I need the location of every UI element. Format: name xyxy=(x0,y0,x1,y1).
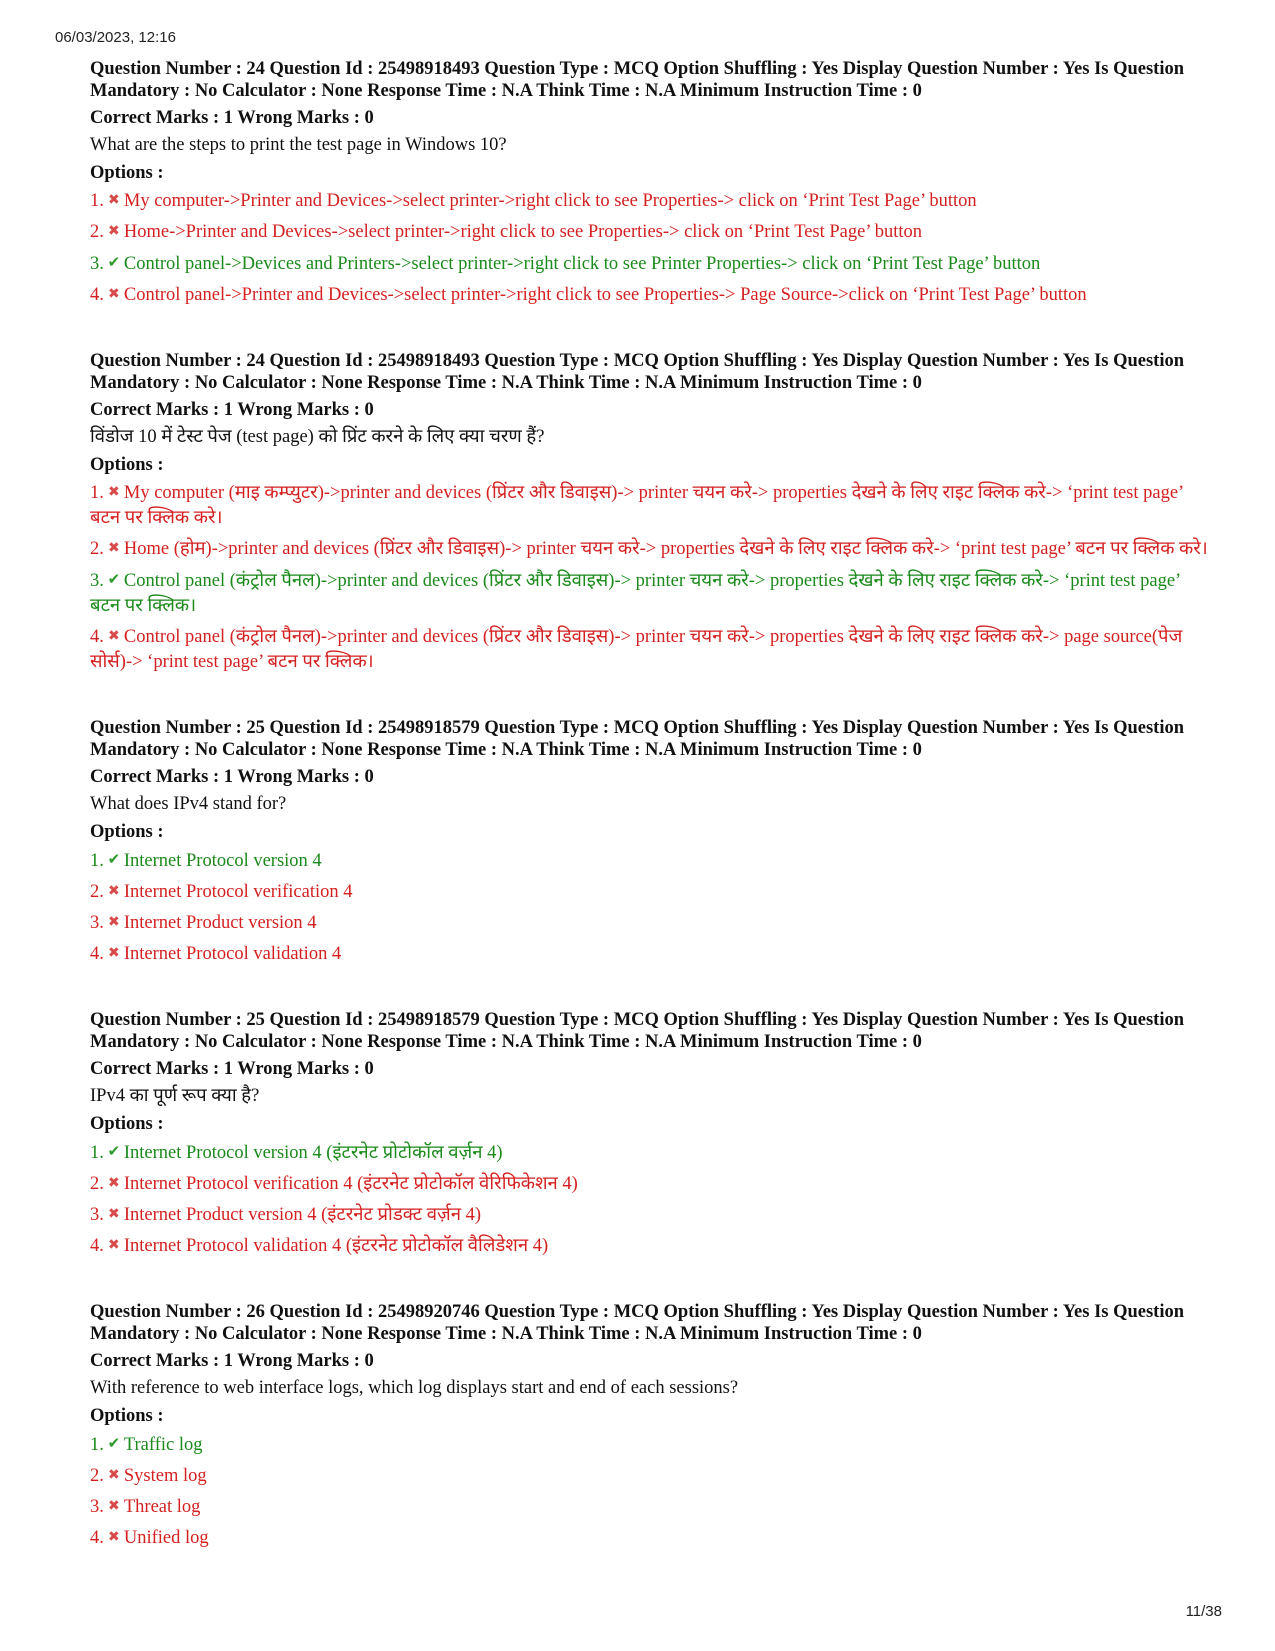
option-text: Internet Protocol version 4 (इंटरनेट प्रोटोकॉल वर्ज़न 4) xyxy=(123,1143,503,1163)
option-wrong xyxy=(90,910,1210,936)
options-label: Options : xyxy=(90,822,164,842)
option-text: System log xyxy=(123,1466,207,1486)
option-wrong xyxy=(90,1202,1210,1228)
cross-icon: ✖ xyxy=(108,883,120,899)
options-label: Options : xyxy=(90,1114,164,1134)
option-number: 2. xyxy=(90,1174,104,1194)
option-number: 1. xyxy=(90,191,104,211)
option-wrong xyxy=(90,624,1210,675)
option-number: 1. xyxy=(90,1435,104,1455)
option-number: 4. xyxy=(90,944,104,964)
cross-icon: ✖ xyxy=(108,484,120,500)
cross-icon: ✖ xyxy=(108,1237,120,1253)
cross-icon: ✖ xyxy=(108,1175,120,1191)
option-text: Internet Product version 4 xyxy=(123,913,317,933)
checkmark-icon: ✔ xyxy=(107,570,121,588)
option-number: 2. xyxy=(90,222,104,242)
print-timestamp: 06/03/2023, 12:16 xyxy=(55,29,176,46)
option-wrong xyxy=(90,536,1210,562)
checkmark-icon: ✔ xyxy=(107,1434,121,1452)
option-correct xyxy=(90,1139,1210,1166)
option-text: Traffic log xyxy=(123,1435,203,1455)
option-number: 2. xyxy=(90,882,104,902)
cross-icon: ✖ xyxy=(108,628,120,644)
option-number: 4. xyxy=(90,627,104,647)
question-marks: Correct Marks : 1 Wrong Marks : 0 xyxy=(90,1059,374,1079)
option-number: 3. xyxy=(90,1497,104,1517)
option-text: Internet Product version 4 (इंटरनेट प्रोडक्ट वर्ज़न 4) xyxy=(123,1205,482,1225)
option-text: Internet Protocol verification 4 xyxy=(123,882,353,902)
option-text: Internet Protocol validation 4 (इंटरनेट प्रोटोकॉल वैलिडेशन 4) xyxy=(123,1236,549,1256)
option-text: Internet Protocol validation 4 xyxy=(123,944,342,964)
option-text: Control panel (कंट्रोल पैनल)->printer and devices (प्रिंटर और डिवाइस)-> printer चयन करे-> properties देखने के लिए राइट क्लिक करे-> page source(पेज सोर्स)-> ‘print test page’ बटन पर क्लिक। xyxy=(90,627,1183,672)
cross-icon: ✖ xyxy=(108,1498,120,1514)
option-number: 2. xyxy=(90,539,104,559)
option-number: 4. xyxy=(90,285,104,305)
options-label: Options : xyxy=(90,1406,164,1426)
checkmark-icon: ✔ xyxy=(107,850,121,868)
question-text: With reference to web interface logs, which log displays start and end of each sessions? xyxy=(90,1378,739,1398)
option-number: 3. xyxy=(90,571,104,591)
question-text: विंडोज 10 में टेस्ट पेज (test page) को प्रिंट करने के लिए क्या चरण हैं? xyxy=(90,427,545,447)
option-wrong xyxy=(90,941,1210,967)
option-number: 1. xyxy=(90,1143,104,1163)
question-list xyxy=(90,58,1210,1593)
checkmark-icon: ✔ xyxy=(107,1142,121,1160)
cross-icon: ✖ xyxy=(108,223,120,239)
option-number: 4. xyxy=(90,1236,104,1256)
option-text: Home->Printer and Devices->select printer->right click to see Properties-> click on ‘Print Test Page’ button xyxy=(123,222,923,242)
option-wrong xyxy=(90,1171,1210,1197)
option-correct xyxy=(90,250,1210,277)
option-text: Control panel->Devices and Printers->select printer->right click to see Printer Properties-> click on ‘Print Test Page’ button xyxy=(123,254,1041,274)
cross-icon: ✖ xyxy=(108,914,120,930)
cross-icon: ✖ xyxy=(108,1529,120,1545)
option-wrong xyxy=(90,282,1210,308)
question-marks: Correct Marks : 1 Wrong Marks : 0 xyxy=(90,108,374,128)
question-text: IPv4 का पूर्ण रूप क्या है? xyxy=(90,1086,260,1106)
question-text: What does IPv4 stand for? xyxy=(90,794,287,814)
cross-icon: ✖ xyxy=(108,286,120,302)
option-text: Threat log xyxy=(123,1497,201,1517)
question-meta: Question Number : 24 Question Id : 25498918493 Question Type : MCQ Option Shuffling : Yes Display Question Number : Yes Is Question Mandatory : No Calculator : None Response Time : N.A Think Time : N.A Minimum Instruction Time : 0 xyxy=(90,59,1185,101)
question-marks: Correct Marks : 1 Wrong Marks : 0 xyxy=(90,400,374,420)
question-meta: Question Number : 26 Question Id : 25498920746 Question Type : MCQ Option Shuffling : Yes Display Question Number : Yes Is Question Mandatory : No Calculator : None Response Time : N.A Think Time : N.A Minimum Instruction Time : 0 xyxy=(90,1302,1185,1344)
cross-icon: ✖ xyxy=(108,192,120,208)
option-number: 1. xyxy=(90,483,104,503)
options-label: Options : xyxy=(90,455,164,475)
option-correct xyxy=(90,567,1210,619)
option-wrong xyxy=(90,1463,1210,1489)
question-meta: Question Number : 25 Question Id : 25498918579 Question Type : MCQ Option Shuffling : Yes Display Question Number : Yes Is Question Mandatory : No Calculator : None Response Time : N.A Think Time : N.A Minimum Instruction Time : 0 xyxy=(90,718,1185,760)
option-number: 3. xyxy=(90,254,104,274)
question-marks: Correct Marks : 1 Wrong Marks : 0 xyxy=(90,1351,374,1371)
option-number: 4. xyxy=(90,1528,104,1548)
cross-icon: ✖ xyxy=(108,1206,120,1222)
question-meta: Question Number : 24 Question Id : 25498918493 Question Type : MCQ Option Shuffling : Yes Display Question Number : Yes Is Question Mandatory : No Calculator : None Response Time : N.A Think Time : N.A Minimum Instruction Time : 0 xyxy=(90,351,1185,393)
option-number: 3. xyxy=(90,913,104,933)
option-text: Unified log xyxy=(123,1528,209,1548)
option-wrong xyxy=(90,219,1210,245)
option-text: Control panel->Printer and Devices->select printer->right click to see Properties-> Page Source->click on ‘Print Test Page’ button xyxy=(123,285,1087,305)
cross-icon: ✖ xyxy=(108,540,120,556)
options-label: Options : xyxy=(90,163,164,183)
question-text: What are the steps to print the test page in Windows 10? xyxy=(90,135,507,155)
option-text: Internet Protocol verification 4 (इंटरनेट प्रोटोकॉल वेरिफिकेशन 4) xyxy=(123,1174,578,1194)
option-text: Home (होम)->printer and devices (प्रिंटर और डिवाइस)-> printer चयन करे-> properties देखने के लिए राइट क्लिक करे-> ‘print test page’ बटन पर क्लिक करे। xyxy=(123,539,1208,559)
question-marks: Correct Marks : 1 Wrong Marks : 0 xyxy=(90,767,374,787)
option-number: 2. xyxy=(90,1466,104,1486)
question-meta: Question Number : 25 Question Id : 25498918579 Question Type : MCQ Option Shuffling : Yes Display Question Number : Yes Is Question Mandatory : No Calculator : None Response Time : N.A Think Time : N.A Minimum Instruction Time : 0 xyxy=(90,1010,1185,1052)
option-text: Internet Protocol version 4 xyxy=(123,851,322,871)
option-wrong xyxy=(90,188,1210,214)
option-wrong xyxy=(90,1494,1210,1520)
option-wrong xyxy=(90,879,1210,905)
option-text: My computer->Printer and Devices->select printer->right click to see Properties-> click on ‘Print Test Page’ button xyxy=(123,191,977,211)
option-correct xyxy=(90,847,1210,874)
option-number: 3. xyxy=(90,1205,104,1225)
question-block xyxy=(90,1009,1210,1259)
option-wrong xyxy=(90,1525,1210,1551)
question-block xyxy=(90,717,1210,967)
page-number: 11/38 xyxy=(1185,1603,1222,1620)
checkmark-icon: ✔ xyxy=(107,253,121,271)
question-block xyxy=(90,1301,1210,1551)
option-wrong xyxy=(90,1233,1210,1259)
option-text: My computer (माइ कम्प्युटर)->printer and devices (प्रिंटर और डिवाइस)-> printer चयन करे-> properties देखने के लिए राइट क्लिक करे-> ‘print test page’ बटन पर क्लिक करे। xyxy=(90,483,1183,528)
question-block xyxy=(90,350,1210,675)
option-wrong xyxy=(90,480,1210,531)
option-correct xyxy=(90,1431,1210,1458)
option-number: 1. xyxy=(90,851,104,871)
cross-icon: ✖ xyxy=(108,1467,120,1483)
cross-icon: ✖ xyxy=(108,945,120,961)
question-block xyxy=(90,58,1210,308)
option-text: Control panel (कंट्रोल पैनल)->printer and devices (प्रिंटर और डिवाइस)-> printer चयन करे-> properties देखने के लिए राइट क्लिक करे-> ‘print test page’ बटन पर क्लिक। xyxy=(90,571,1180,616)
